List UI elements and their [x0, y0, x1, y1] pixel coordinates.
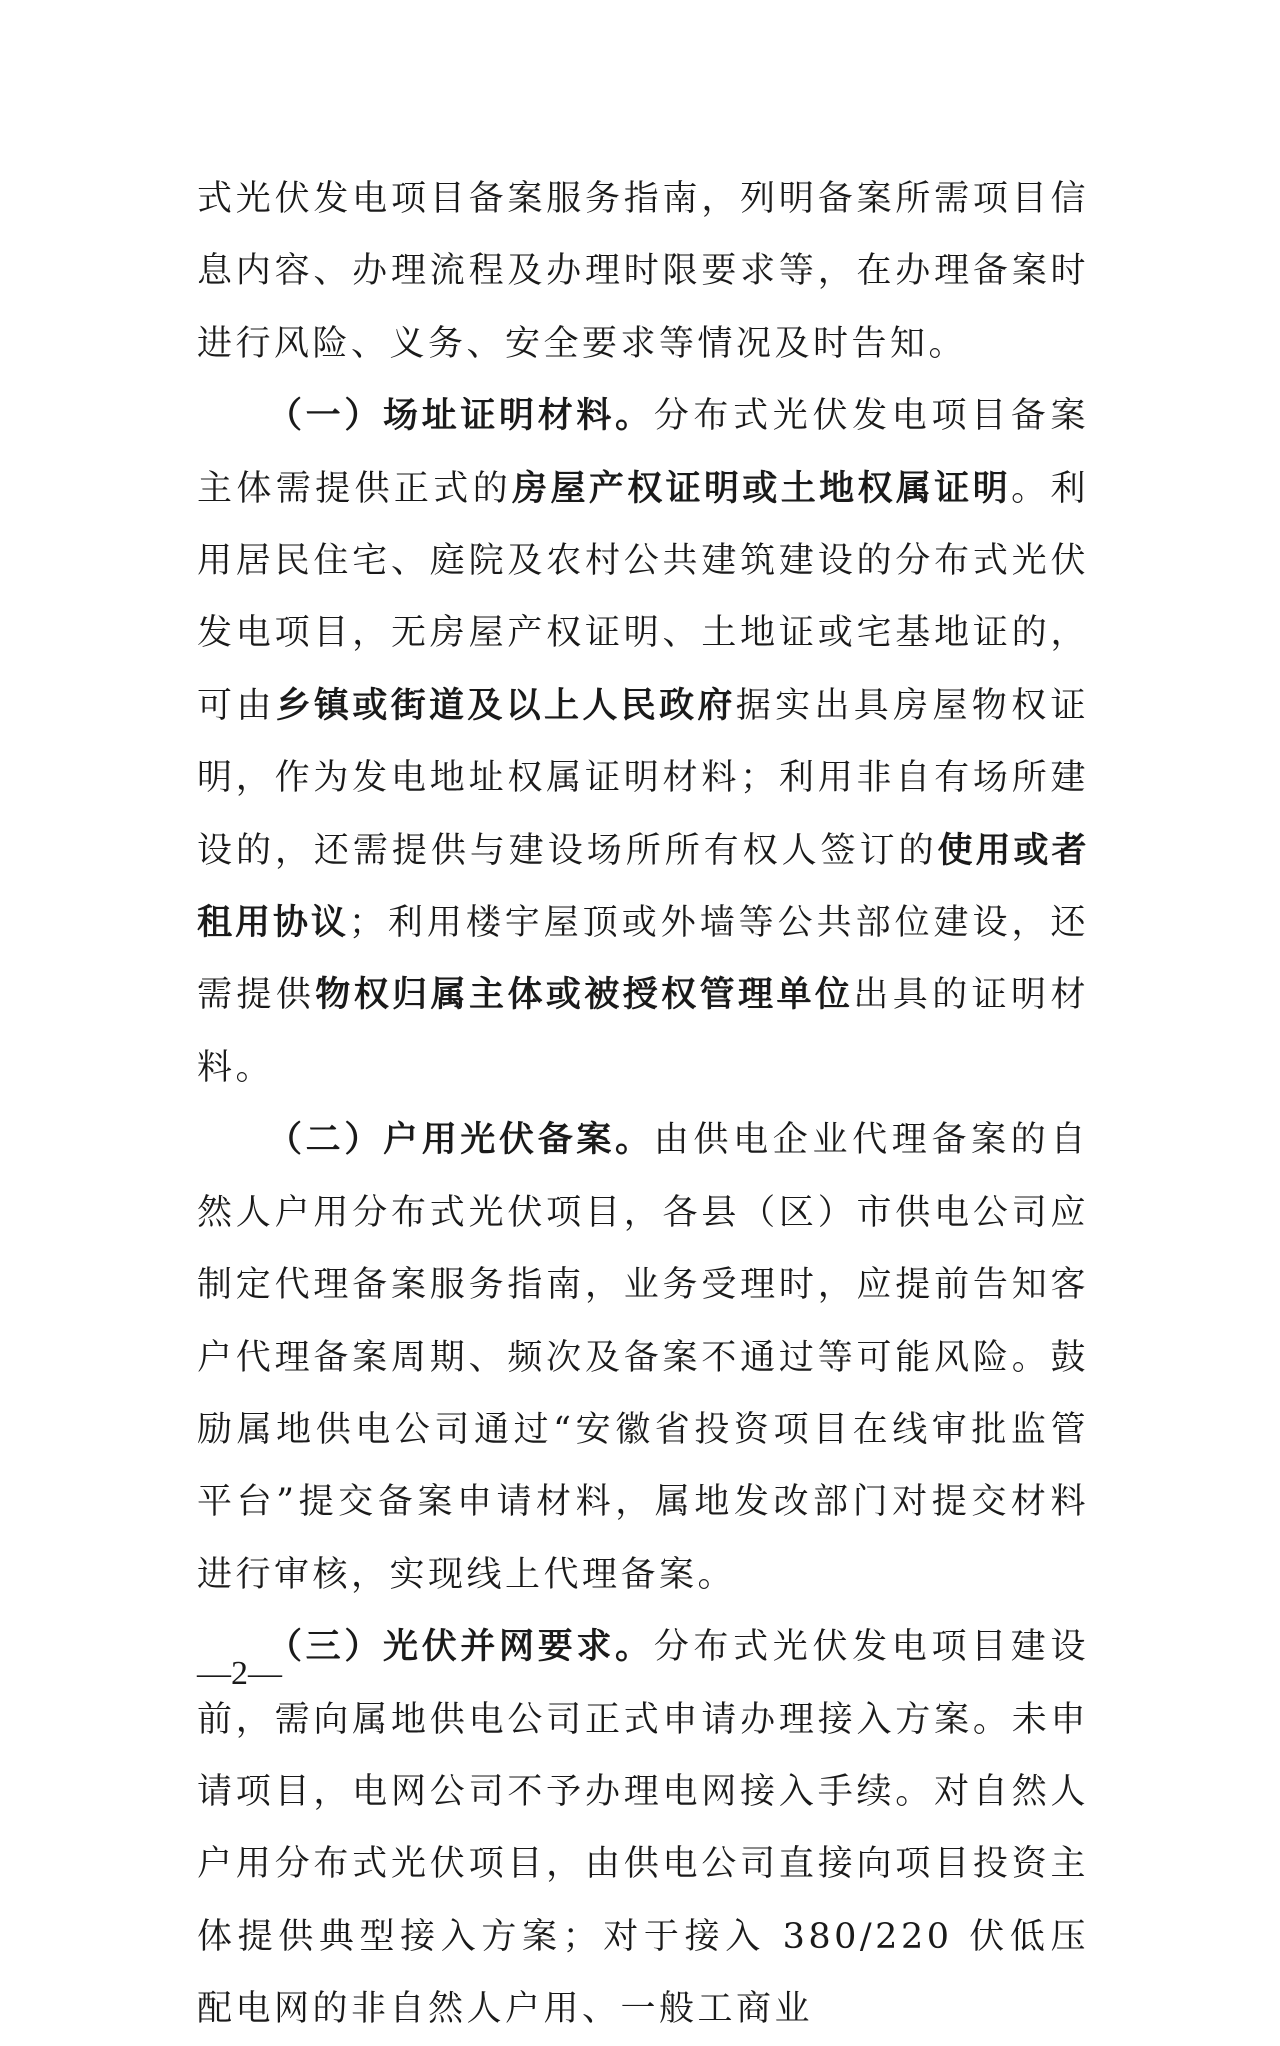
- bold-text: （二）户用光伏备案。: [267, 1120, 654, 1161]
- body-text: 式光伏发电项目备案服务指南，列明备案所需项目信息内容、办理流程及办理时限要求等，在办理备案时进行风险、义务、安全要求等情况及时告知。: [197, 179, 1089, 364]
- bold-text: 使用或者租用协议: [197, 830, 1089, 944]
- bold-text: 房屋产权证明或土地权属证明: [512, 468, 1012, 509]
- body-text: 据实出具房屋物权证明，作为发电地址权属证明材料；利用非自有场所建设的，还需提供与建设场所所有权人签订的: [197, 685, 1089, 871]
- body-text: 出具的证明材料。: [197, 975, 1089, 1088]
- paragraph-section-1: [197, 380, 1089, 1104]
- paragraph-section-2: [197, 1104, 1089, 1611]
- paragraph-intro: [197, 163, 1089, 380]
- document-body: [197, 163, 1089, 2046]
- bold-text: （一）场址证明材料。: [267, 396, 654, 437]
- bold-text: 物权归属主体或被授权管理单位: [315, 975, 854, 1016]
- bold-text: 乡镇或街道及以上人民政府: [275, 685, 736, 726]
- body-text: 由供电企业代理备案的自然人户用分布式光伏项目，各县（区）市供电公司应制定代理备案服务指南，业务受理时，应提前告知客户代理备案周期、频次及备案不通过等可能风险。鼓励属地供电公司通过“安徽省投资项目在线审批监管平台”提交备案申请材料，属地发改部门对提交材料进行审核，实现线上代理备案。: [197, 1120, 1089, 1595]
- body-text: 分布式光伏发电项目备案主体需提供正式的: [197, 396, 1089, 509]
- bold-text: （三）光伏并网要求。: [267, 1627, 654, 1668]
- paragraph-section-3: [197, 1611, 1089, 2045]
- body-text: 。利用居民住宅、庭院及农村公共建筑建设的分布式光伏发电项目，无房屋产权证明、土地证或宅基地证的，可由: [197, 468, 1089, 726]
- page-number: —2—: [197, 1655, 282, 1692]
- body-text: ；利用楼宇屋顶或外墙等公共部位建设，还需提供: [197, 903, 1089, 1016]
- body-text: 分布式光伏发电项目建设前，需向属地供电公司正式申请办理接入方案。未申请项目，电网公司不予办理电网接入手续。对自然人户用分布式光伏项目，由供电公司直接向项目投资主体提供典型接入方案；对于接入 380/220 伏低压配电网的非自然人户用、一般工商业: [197, 1627, 1089, 2030]
